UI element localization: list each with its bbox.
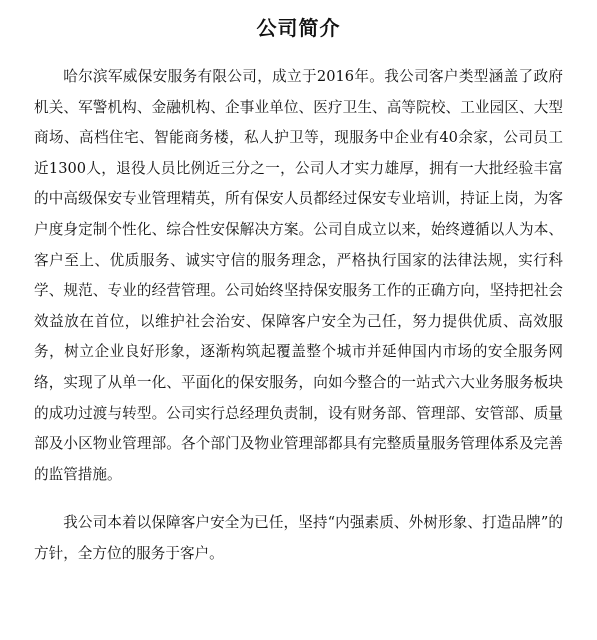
- intro-paragraph: 哈尔滨军威保安服务有限公司，成立于2016年。我公司客户类型涵盖了政府机关、军警机构、金融机构、企事业单位、医疗卫生、高等院校、工业园区、大型商场、高档住宅、智能商务楼，私人护卫等，现服务中企业有40余家，公司员工近1300人，退役人员比例近三分之一，公司人才实力雄厚，拥有一大批经验丰富的中高级保安专业管理精英，所有保安人员都经过保安专业培训，持证上岗，为客户度身定制个性化、综合性安保解决方案。公司自成立以来，始终遵循以人为本、客户至上、优质服务、诚实守信的服务理念，严格执行国家的法律法规，实行科学、规范、专业的经营管理。公司始终坚持保安服务工作的正确方向，坚持把社会效益放在首位，以维护社会治安、保障客户安全为己任，努力提供优质、高效服务，树立企业良好形象，逐渐构筑起覆盖整个城市并延伸国内市场的安全服务网络，实现了从单一化、平面化的保安服务，向如今整合的一站式六大业务服务板块的成功过渡与转型。公司实行总经理负责制，设有财务部、管理部、安管部、质量部及小区物业管理部。各个部门及物业管理部都具有完整质量服务管理体系及完善的监管措施。: [34, 68, 563, 483]
- document-title: 公司简介: [256, 16, 341, 40]
- closing-paragraph: 我公司本着以保障客户安全为已任，坚持“内强素质、外树形象、打造品牌”的方针，全方位的服务于客户。: [34, 514, 563, 562]
